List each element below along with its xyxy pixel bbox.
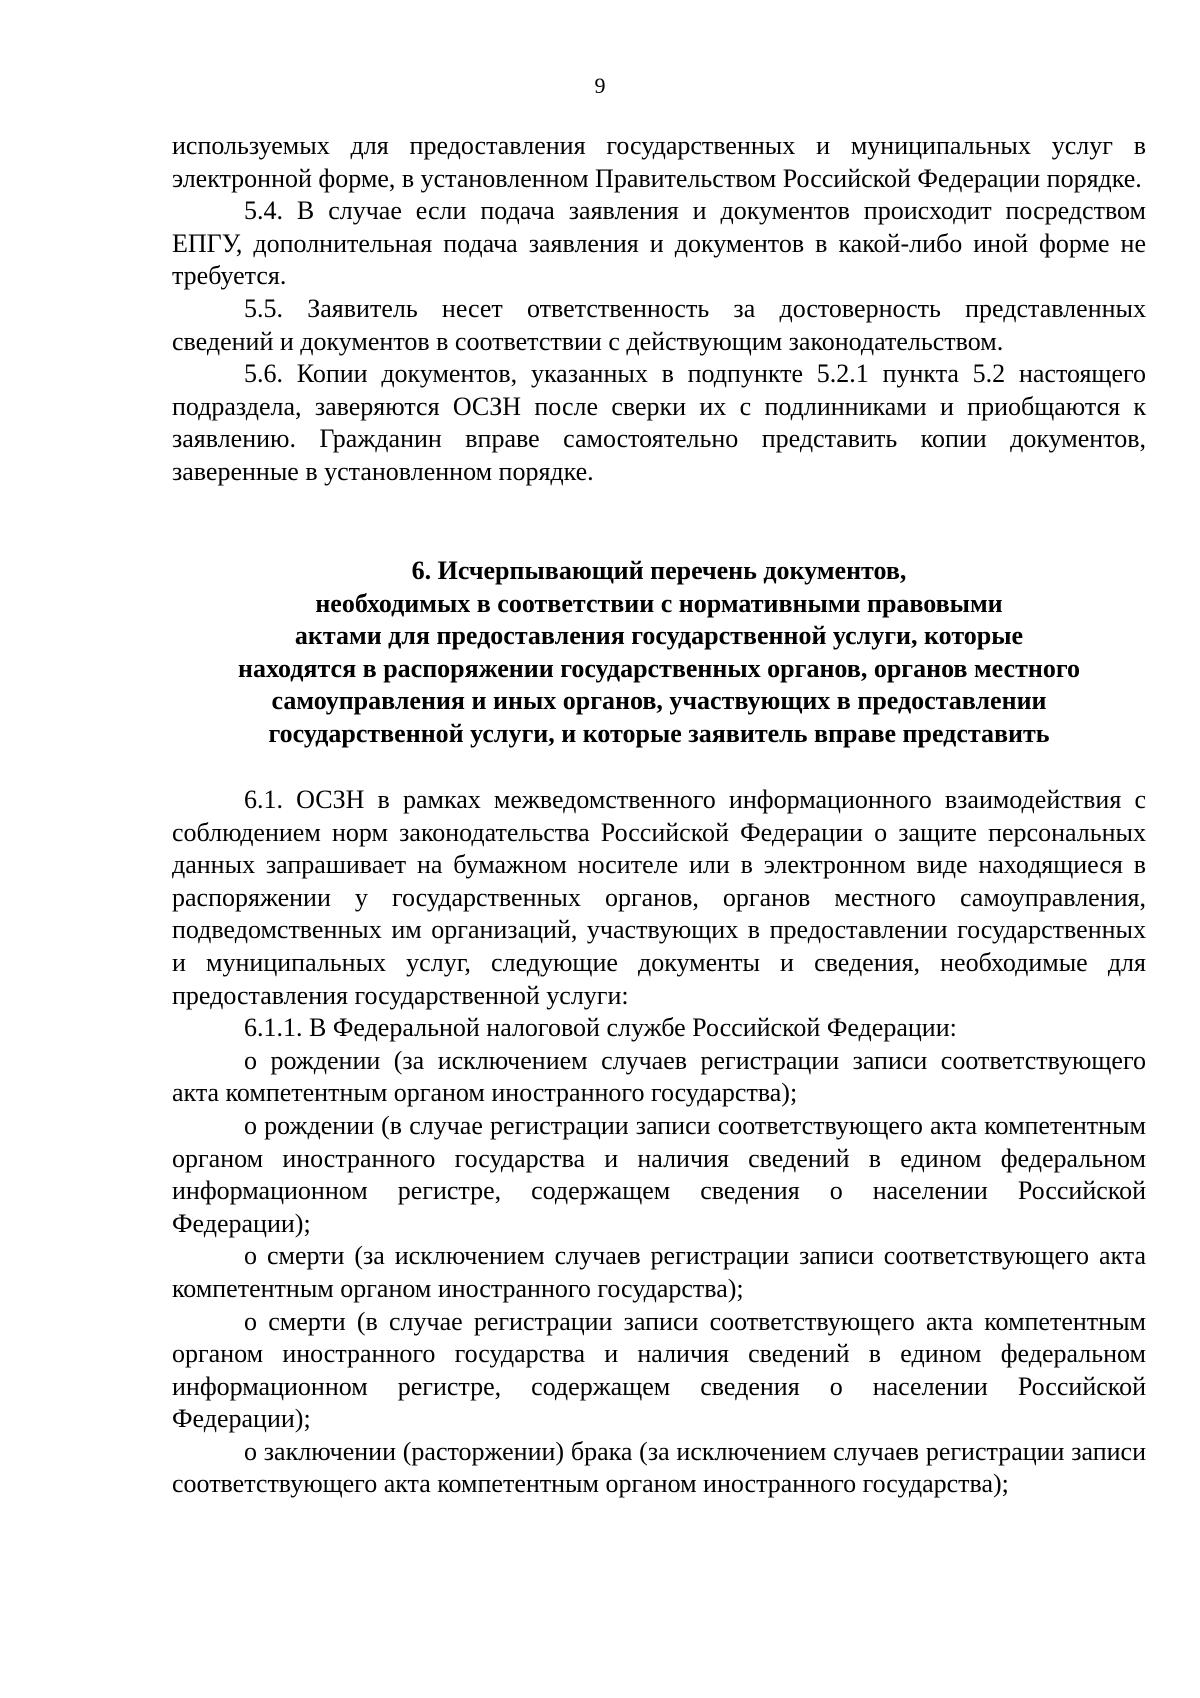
paragraph-5-6: 5.6. Копии документов, указанных в подпункте 5.2.1 пункта 5.2 настоящего подраздела, заверяются ОСЗН после сверки их с подлинниками и приобщаются к заявлению. Гражданин вправе самостоятельно представить копии документов, заверенные в установленном порядке.	[172, 359, 1146, 486]
page-number: 9	[594, 73, 606, 98]
section-heading	[172, 555, 1146, 751]
list-item: о рождении (в случае регистрации записи соответствующего акта компетентным органом иностранного государства и наличия сведений в едином федеральном информационном регистре, содержащем сведения о населении Российской Федерации);	[172, 1110, 1146, 1238]
section-heading-line: находятся в распоряжении государственных органов, органов местного	[238, 653, 1080, 683]
list-item: о смерти (в случае регистрации записи соответствующего акта компетентным органом иностранного государства и наличия сведений в едином федеральном информационном регистре, содержащем сведения о населении Российской Федерации);	[172, 1306, 1146, 1434]
section-heading-line: необходимых в соответствии с нормативными правовыми	[315, 588, 1003, 618]
section-heading-line: самоуправления и иных органов, участвующих в предоставлении	[271, 686, 1047, 716]
section-heading-line: 6. Исчерпывающий перечень документов,	[411, 556, 907, 585]
paragraph-5-4: 5.4. В случае если подача заявления и документов происходит посредством ЕПГУ, дополнительная подача заявления и документов в какой-либо иной форме не требуется.	[172, 196, 1146, 291]
paragraph-continuation: используемых для предоставления государственных и муниципальных услуг в электронной форме, в установленном Правительством Российской Федерации порядке.	[172, 131, 1146, 193]
list-item: о заключении (расторжении) брака (за исключением случаев регистрации записи соответствующего акта компетентным органом иностранного государства);	[172, 1436, 1146, 1499]
section-heading-line: актами для предоставления государственной услуги, которые	[294, 621, 1024, 651]
paragraph-6-1-1: 6.1.1. В Федеральной налоговой службе Российской Федерации:	[244, 1013, 957, 1043]
list-item: о рождении (за исключением случаев регистрации записи соответствующего акта компетентным органом иностранного государства);	[172, 1045, 1146, 1108]
section-heading-line: государственной услуги, и которые заявитель вправе представить	[268, 718, 1050, 748]
bottom-text-block	[172, 784, 1146, 1501]
list-item: о смерти (за исключением случаев регистрации записи соответствующего акта компетентным органом иностранного государства);	[172, 1241, 1146, 1303]
paragraph-5-5: 5.5. Заявитель несет ответственность за достоверность представленных сведений и документов в соответствии с действующим законодательством.	[172, 293, 1146, 356]
top-text-block	[172, 130, 1146, 489]
paragraph-6-1: 6.1. ОСЗН в рамках межведомственного информационного взаимодействия с соблюдением норм законодательства Российской Федерации о защите персональных данных запрашивает на бумажном носителе или в электронном виде находящиеся в распоряжении у государственных органов, органов местного самоуправления, подведомственных им организаций, участвующих в предоставлении государственных и муниципальных услуг, следующие документы и сведения, необходимые для предоставления государственной услуги:	[172, 785, 1146, 1010]
